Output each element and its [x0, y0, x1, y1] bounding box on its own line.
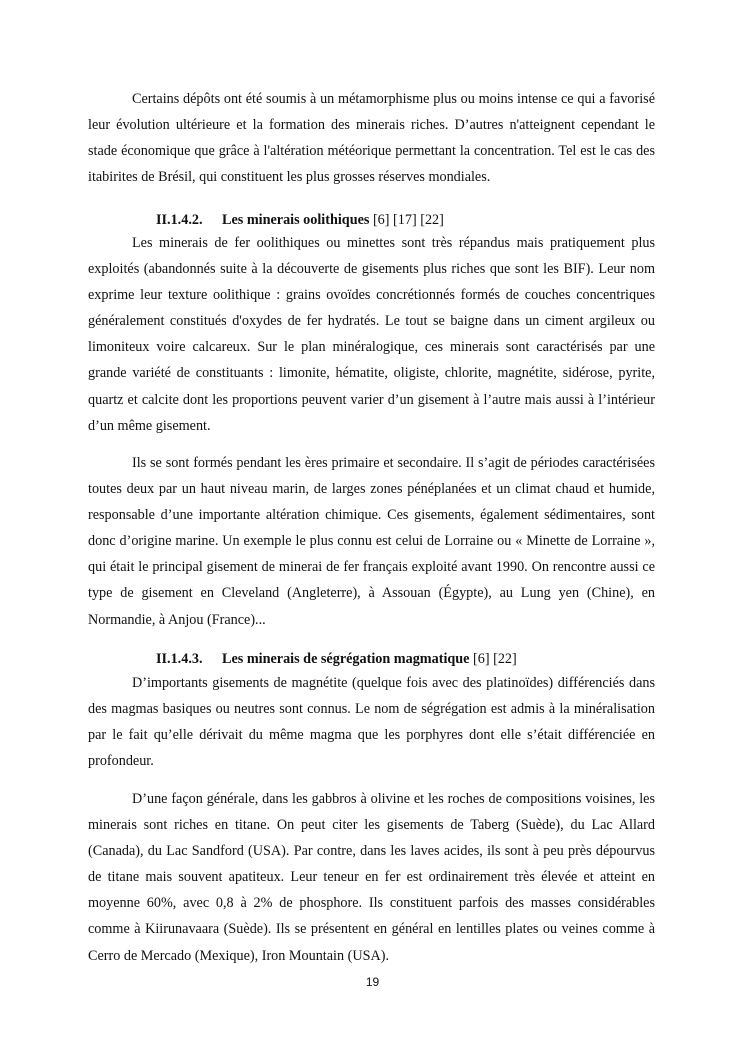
paragraph-oolithic-description: Les minerais de fer oolithiques ou minettes sont très répandus mais pratiquement plus exploités (abandonnés suite à la découverte de gisements plus riches que sont les BIF). Leur nom exprime leur texture oolithique : grains ovoïdes concrétionnés formés de couches concentriques généralement constitués d'oxydes de fer hydratés. Le tout se baigne dans un ciment argileux ou limoniteux voire calcareux. Sur le plan minéralogique, ces minerais sont caractérisés par une grande variété de constituants : limonite, hématite, oligiste, chlorite, magnétite, sidérose, pyrite, quartz et calcite dont les proportions peuvent varier d’un gisement à l’autre mais aussi à l’intérieur d’un même gisement.: [88, 235, 655, 434]
section-number: II.1.4.3.: [156, 651, 203, 667]
page-number: 19: [365, 975, 380, 989]
section-references: [6] [22]: [469, 651, 517, 667]
paragraph-metamorphism: Certains dépôts ont été soumis à un métamorphisme plus ou moins intense ce qui a favorisé leur évolution ultérieure et la formation des minerais riches. D’autres n'atteignent cependant le stade économique que grâce à l'altération météorique permettant la concentration. Tel est le cas des itabirites de Brésil, qui constituent les plus grosses réserves mondiales.: [88, 91, 655, 186]
paragraph-magmatic-description: D’importants gisements de magnétite (quelque fois avec des platinoïdes) différenciés dans des magmas basiques ou neutres sont connus. Le nom de ségrégation est admis à la minéralisation par le fait qu’elle dérivait du même magma que les porphyres dont elle s’était différenciée en profondeur.: [88, 675, 655, 770]
section-title: Les minerais de ségrégation magmatique: [222, 651, 470, 667]
paragraph-magmatic-titanium: D’une façon générale, dans les gabbros à olivine et les roches de compositions voisines, les minerais sont riches en titane. On peut citer les gisements de Taberg (Suède), du Lac Allard (Canada), du Lac Sandford (USA). Par contre, dans les laves acides, ils sont à peu près dépourvus de titane mais souvent apatiteux. Leur teneur en fer est ordinairement très élevée et atteint en moyenne 60%, avec 0,8 à 2% de phosphore. Ils constituent parfois des masses considérables comme à Kiirunavaara (Suède). Ils se présentent en général en lentilles plates ou veines comme à Cerro de Mercado (Mexique), Iron Mountain (USA).: [88, 791, 655, 964]
section-heading-magmatic: [156, 649, 517, 669]
section-number: II.1.4.2.: [156, 212, 203, 228]
section-references: [6] [17] [22]: [369, 212, 444, 228]
section-heading-oolithic: [156, 210, 444, 230]
paragraph-oolithic-formation: Ils se sont formés pendant les ères primaire et secondaire. Il s’agit de périodes caractérisées toutes deux par un haut niveau marin, de larges zones pénéplanées et un climat chaud et humide, responsable d’une importante altération chimique. Ces gisements, également sédimentaires, sont donc d’origine marine. Un exemple le plus connu est celui de Lorraine ou « Minette de Lorraine », qui était le principal gisement de minerai de fer français exploité avant 1990. On rencontre aussi ce type de gisement en Cleveland (Angleterre), à Assouan (Égypte), au Lung yen (Chine), en Normandie, à Anjou (France)...: [88, 455, 655, 628]
section-title: Les minerais oolithiques: [222, 212, 370, 228]
